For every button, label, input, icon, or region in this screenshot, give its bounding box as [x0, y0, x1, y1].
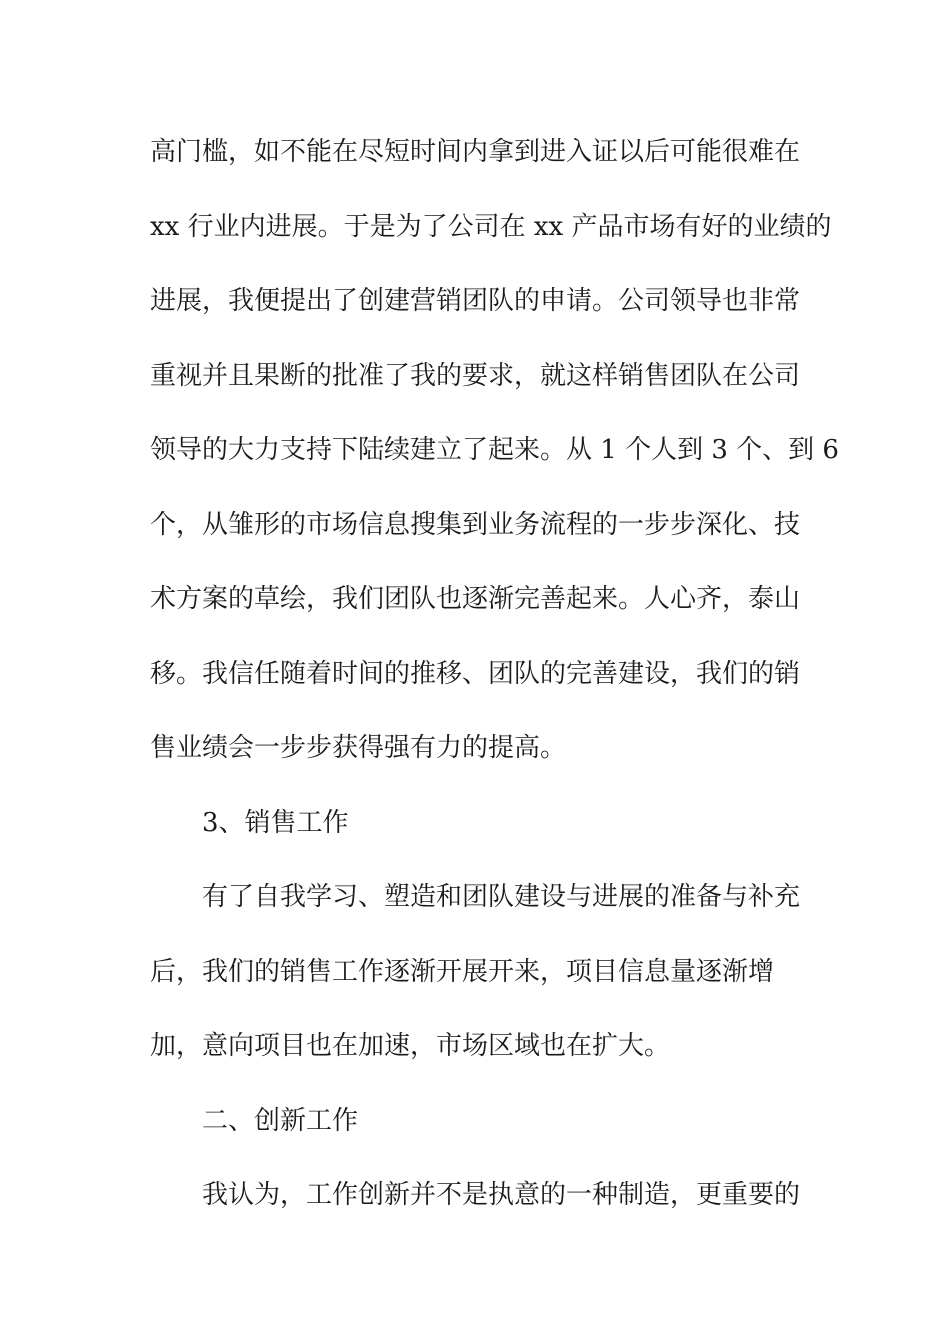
text-line: 高门槛，如不能在尽短时间内拿到进入证以后可能很难在 [150, 137, 801, 167]
text-line: 进展，我便提出了创建营销团队的申请。公司领导也非常 [150, 286, 801, 316]
paragraph-start: 我认为，工作创新并不是执意的一种制造，更重要的 [202, 1180, 801, 1210]
section-heading: 二、创新工作 [202, 1105, 359, 1136]
paragraph-start: 有了自我学习、塑造和团队建设与进展的准备与补充 [202, 882, 801, 912]
text-line: 领导的大力支持下陆续建立了起来。从 1 个人到 3 个、到 6 [150, 435, 839, 465]
text-line: 重视并且果断的批准了我的要求，就这样销售团队在公司 [150, 360, 801, 391]
text-line: 后，我们的销售工作逐渐开展开来，项目信息量逐渐增 [150, 956, 775, 987]
text-line: 个，从雏形的市场信息搜集到业务流程的一步步深化、技 [150, 509, 801, 540]
text-line: 术方案的草绘，我们团队也逐渐完善起来。人心齐，泰山 [150, 584, 801, 614]
text-line: xx 行业内进展。于是为了公司在 xx 产品市场有好的业绩的 [150, 211, 832, 242]
section-heading: 3、销售工作 [202, 807, 349, 838]
text-line: 移。我信任随着时间的推移、团队的完善建设，我们的销 [150, 658, 801, 689]
body-text [150, 120, 839, 1238]
text-line: 加，意向项目也在加速，市场区域也在扩大。 [150, 1031, 671, 1061]
text-line: 售业绩会一步步获得强有力的提高。 [150, 733, 567, 763]
